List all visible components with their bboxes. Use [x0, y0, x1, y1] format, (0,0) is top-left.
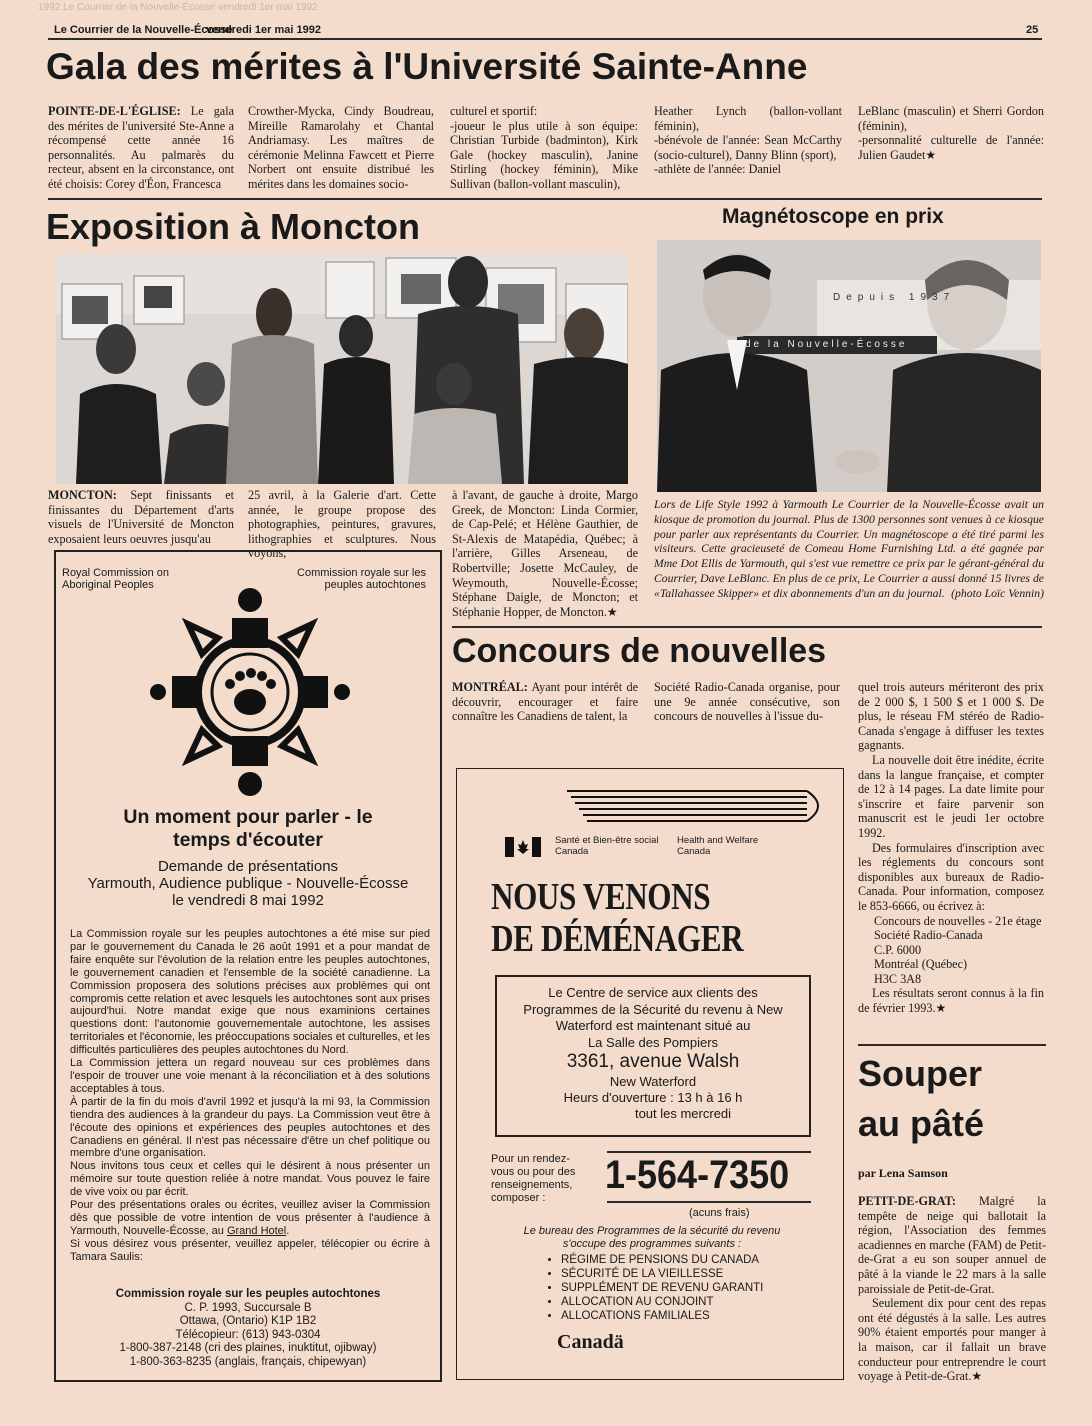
program-item: • SUPPLÉMENT DE REVENU GARANTI: [561, 1281, 763, 1295]
commission-sub-3: le vendredi 8 mai 1992: [172, 892, 324, 909]
gala-column-4: Heather Lynch (ballon-vollant féminin), -bénévole de l'année: Sean McCarthy (socio-culturel), Danny Blinn (sport), -athlète de l'année: Daniel: [654, 104, 842, 177]
commission-body: [70, 928, 430, 1264]
health-box-text: Le Centre de service aux clients des Programmes de la Sécurité du revenu à New Waterford est maintenant situé au: [523, 985, 783, 1033]
concours-top-rule: [452, 626, 1042, 628]
commission-sub-1: Demande de présentations: [157, 858, 339, 875]
exposition-column-1: [48, 488, 234, 546]
commission-fax: Télécopieur: (613) 943-0304: [175, 1328, 321, 1341]
commission-p6: Si vous désirez vous présenter, veuillez appeler, télécopier ou écrire à Tamara Saulis:: [70, 1237, 430, 1263]
concours-column-2: Société Radio-Canada organise, pour une 9e année consécutive, son concours de nouvelles à l'issue du-: [654, 680, 840, 724]
commission-p5: Pour des présentations orales ou écrites, veuillez aviser la Commission dès que possible de votre intention de vous présenter à l'audience à Yarmouth, Nouvelle-Écosse, au Grand Hotel.: [70, 1199, 430, 1237]
concours-c3-p3: Des formulaires d'inscription avec les réglements du concours sont disponibles aux bureaux de Radio-Canada. Pour information, composez le 853-6666, ou écrivez à:: [858, 840, 1044, 913]
gala-column-5: LeBlanc (masculin) et Sherri Gordon (féminin), -personnalité culturelle de l'année: Julien Gaudet★: [858, 104, 1044, 162]
gala-col1-text: Le gala des mérites de l'université Ste-Anne a récompensé cette année 16 personnalités. Au palmarès du recteur, absent en la circonstance, ont été choisis: Corey d'Éon, Francesca: [48, 104, 234, 191]
concours-column-3: [858, 680, 1044, 1016]
concours-address: [858, 914, 1044, 987]
concours-c3-p2: La nouvelle doit être inédite, écrite dans la langue française, et compter de 12 à 14 pages. La date limite pour s'inscrire et faire parvenir son manuscrit est le jeudi 1er octobre 1992.: [858, 752, 1044, 840]
commission-ad-title: Un moment pour parler - le temps d'écouter: [123, 806, 373, 851]
gala-dateline: POINTE-DE-L'ÉGLISE:: [48, 104, 181, 118]
health-address: 3361, avenue Walsh: [566, 1051, 740, 1072]
magneto-caption: [654, 498, 1044, 602]
health-programs-intro: Le bureau des Programmes de la sécurité du revenu s'occupe des programmes suivants :: [523, 1225, 781, 1250]
health-dept-en: Health and Welfare Canada: [677, 835, 759, 857]
commission-logo: [150, 580, 350, 800]
program-item: • ALLOCATION AU CONJOINT: [561, 1295, 763, 1309]
magneto-photo-art: [657, 240, 1041, 492]
gala-column-3: culturel et sportif: -joueur le plus utile à son équipe: Christian Turbide (badminton), Kirk Gale (hockey masculin), Janine Stirling (hockey féminin), Mike Sullivan (ballon-vollant masculin),: [450, 104, 638, 191]
concours-addr-2: Société Radio-Canada: [874, 928, 983, 943]
commission-addr-1: C. P. 1993, Succursale B: [184, 1301, 312, 1314]
canada-flag-icon: [505, 837, 541, 857]
gala-headline: Gala des mérites à l'Université Sainte-Anne: [46, 46, 808, 87]
souper-p1-text: Malgré la tempête de neige qui ballotait la région, l'Association des femmes acadiennes en marche (FAM) de Petit-de-Grat a eu son souper annuel de pâté à la viande le 22 mars à la salle paroissiale de Petit-de-Grat.: [858, 1194, 1046, 1296]
faint-top-line: 1992 Le Courrier de la Nouvelle-Écosse vendredi 1er mai 1992: [38, 2, 318, 13]
health-free: (acuns frais): [689, 1207, 750, 1219]
swoosh-graphic: [557, 785, 837, 829]
commission-sub-2: Yarmouth, Audience publique - Nouvelle-Écosse: [87, 875, 409, 892]
concours-column-1: [452, 680, 638, 724]
gala-column-2: Crowther-Mycka, Cindy Boudreau, Mireille Ramarolahy et Chantal Andriamasy. Les maîtres de cérémonie Melinna Fawcett et Pierre Norbert ont ensuite distribué les mérites dans les domaines socio-: [248, 104, 434, 191]
page-number: 25: [1026, 24, 1039, 36]
program-item: • ALLOCATIONS FAMILIALES: [561, 1309, 763, 1323]
exposition-photo-art: [56, 254, 628, 484]
commission-addr-name: Commission royale sur les peuples autochtones: [115, 1288, 381, 1300]
header-rule: [48, 38, 1042, 40]
health-box-venue: La Salle des Pompiers: [587, 1034, 719, 1050]
commission-addr-2: Ottawa, (Ontario) K1P 1B2: [179, 1315, 317, 1328]
concours-addr-4: Montréal (Québec): [874, 957, 968, 972]
magneto-headline: Magnétoscope en prix: [722, 205, 944, 228]
exposition-column-3: à l'avant, de gauche à droite, Margo Greek, de Moncton: Linda Cormier, de Cap-Pelé; et Hélène Gauthier, de St-Alexis de Matapédia, Québec; à l'arrière, Gilles Arseneau, de Robertville; Josette McCauley, de Weymouth, Nouvelle-Écosse; Stéphane Daigle, de Moncton; et Stéphanie Hopper, de Moncton.★: [452, 488, 638, 619]
paper-name: Le Courrier de la Nouvelle-Écosse: [54, 24, 233, 36]
exposition-dateline: MONCTON:: [48, 488, 117, 502]
commission-org-en: Royal Commission on Aboriginal Peoples: [62, 567, 169, 591]
health-headline-2: DE DÉMÉNAGER: [491, 918, 744, 960]
canada-wordmark: Canadä: [557, 1331, 624, 1353]
magneto-caption-text: Lors de Life Style 1992 à Yarmouth Le Courrier de la Nouvelle-Écosse avait un kiosque de promotion du journal. Plus de 1300 personnes sont venues à ce kiosque pour parler aux représentants du Courrier. Un magnétoscope a été tiré parmi les visiteurs. Cette gracieuseté de Comeau Home Furnishing Ltd. a été gagnée par Mme Dot Ellis de Yarmouth, qui s'est vue remettre ce prix par le gérant-général du Courrier, Dave LeBlanc. En plus de ce prix, Le Courrier a aussi donné 15 livres de «Tallahassee Skipper» et dix abonnements d'un an du journal.: [654, 498, 1044, 600]
health-info-box: [495, 975, 811, 1137]
souper-p1: [858, 1194, 1046, 1296]
souper-body: [858, 1194, 1046, 1384]
concours-addr-3: C.P. 6000: [874, 942, 922, 957]
health-dept-fr: Santé et Bien-être social Canada: [555, 835, 659, 857]
exposition-headline: Exposition à Moncton: [46, 206, 420, 247]
souper-p2: Seulement dix pour cent des repas ont été dégustés à la salle. Les autres 90% étaient emportés pour manger à la maison, car il fallait un brave conducteur pour entreprendre le court voyage à Petit-de-Grat.★: [858, 1296, 1046, 1384]
souper-headline-2: au pâté: [858, 1103, 985, 1144]
commission-p3: À partir de la fin du mois d'avril 1992 et jusqu'à la mi 93, la Commission tiendra des audiences à la grandeur du pays. La Commission veut être à l'écoute des opinions et expériences des peuples autochtones et des Canadiens en général. Il n'est pas nécessaire d'être un chef politique ou membre d'une organisation.: [70, 1095, 430, 1160]
souper-byline: par Lena Samson: [858, 1166, 948, 1180]
health-city: New Waterford: [609, 1074, 697, 1089]
health-phone: 1-564-7350: [605, 1153, 790, 1197]
exposition-col1-text: Sept finissants et finissantes du Département d'arts visuels de l'Université de Moncton exposaient leurs oeuvres jusqu'au: [48, 488, 234, 546]
health-headline-1: NOUS VENONS: [491, 876, 711, 918]
exposition-group-photo: [56, 254, 628, 484]
health-days: tout les mercredi: [634, 1106, 732, 1121]
concours-c3-p4: Les résultats seront connus à la fin de février 1993.★: [858, 986, 1044, 1016]
souper-headline-1: Souper: [858, 1053, 983, 1094]
health-ad: [456, 768, 844, 1380]
concours-dateline: MONTRÉAL:: [452, 680, 528, 694]
health-programs-list: [561, 1253, 763, 1323]
concours-addr-1: Concours de nouvelles - 21e étage: [874, 913, 1042, 928]
program-item: • RÉGIME DE PENSIONS DU CANADA: [561, 1253, 763, 1267]
commission-org-fr: Commission royale sur les peuples autochtones: [297, 567, 426, 591]
commission-address: [56, 1288, 440, 1370]
concours-addr-5: H3C 3A8: [874, 971, 922, 986]
concours-headline: Concours de nouvelles: [452, 632, 827, 670]
commission-tel-1: 1-800-387-2148 (cri des plaines, inuktitut, ojibway): [119, 1342, 377, 1355]
gala-column-1: [48, 104, 234, 192]
magneto-sign-top: Depuis 1937: [833, 292, 956, 303]
issue-date: vendredi 1er mai 1992: [206, 24, 321, 36]
concours-c3-p1: quel trois auteurs mériteront des prix de 2 000 $, 1 500 $ et 1 000 $. De plus, le réseau FM stéréo de Radio-Canada s'engage à diffuser les textes gagnants.: [858, 680, 1044, 753]
commission-p1: La Commission royale sur les peuples autochtones a été mise sur pied par le gouvernement du Canada le 26 août 1991 et a pour mandat de faire enquête sur l'évolution de la relation entre les peuples autochtones, le gouvernement canadien et l'ensemble de la société canadienne. La Commission proposera des solutions précises aux problèmes qui ont compromis cette relation et avec lesquels les autochtones sont aux prises aujourd'hui. Notre mandat exige que nous examinions certaines questions dont: l'autonomie gouvernementale autochtone, les assises territoriales et l'économie, les préoccupations sociales et culturelles, et les difficultés particulières des peuples autochtones du Nord.: [70, 928, 430, 1057]
souper-dateline: PETIT-DE-GRAT:: [858, 1194, 956, 1208]
phone-bottom-rule: [607, 1201, 811, 1203]
concours-col1-text: Ayant pour intérêt de découvrir, encourager et faire connaître les Canadiens de talent, la: [452, 680, 638, 724]
exposition-column-2: 25 avril, à la Galerie d'art. Cette année, le groupe propose des photographies, peintures, gravures, lithographies et sculptures. Nous voyons,: [248, 488, 436, 561]
health-hours: Heurs d'ouverture : 13 h à 16 h: [563, 1090, 743, 1105]
magneto-photo-credit: (photo Loïc Vennin): [951, 586, 1044, 600]
commission-ad: [54, 550, 442, 1382]
commission-tel-2: 1-800-363-8235 (anglais, français, chipewyan): [129, 1355, 367, 1368]
grand-hotel-link: Grand Hotel: [226, 1224, 287, 1237]
souper-top-rule: [858, 1044, 1046, 1046]
program-item: • SÉCURITÉ DE LA VIEILLESSE: [561, 1267, 763, 1281]
magneto-sign-band: de la Nouvelle-Écosse: [745, 339, 908, 350]
gala-bottom-rule: [48, 198, 1042, 200]
commission-p2: La Commission jettera un regard nouveau sur ces problèmes dans l'espoir de trouver une voie menant à la réconciliation et à des solutions acceptables à tous.: [70, 1057, 430, 1095]
magneto-photo: [657, 240, 1041, 492]
commission-p4: Nous invitons tous ceux et celles qui le désirent à nous présenter un mémoire sur toute question reliée à notre mandat. Vous pouvez le faire de vive voix ou par écrit.: [70, 1160, 430, 1199]
health-rdv: Pour un rendez-vous ou pour des renseignements, composer :: [491, 1153, 576, 1204]
